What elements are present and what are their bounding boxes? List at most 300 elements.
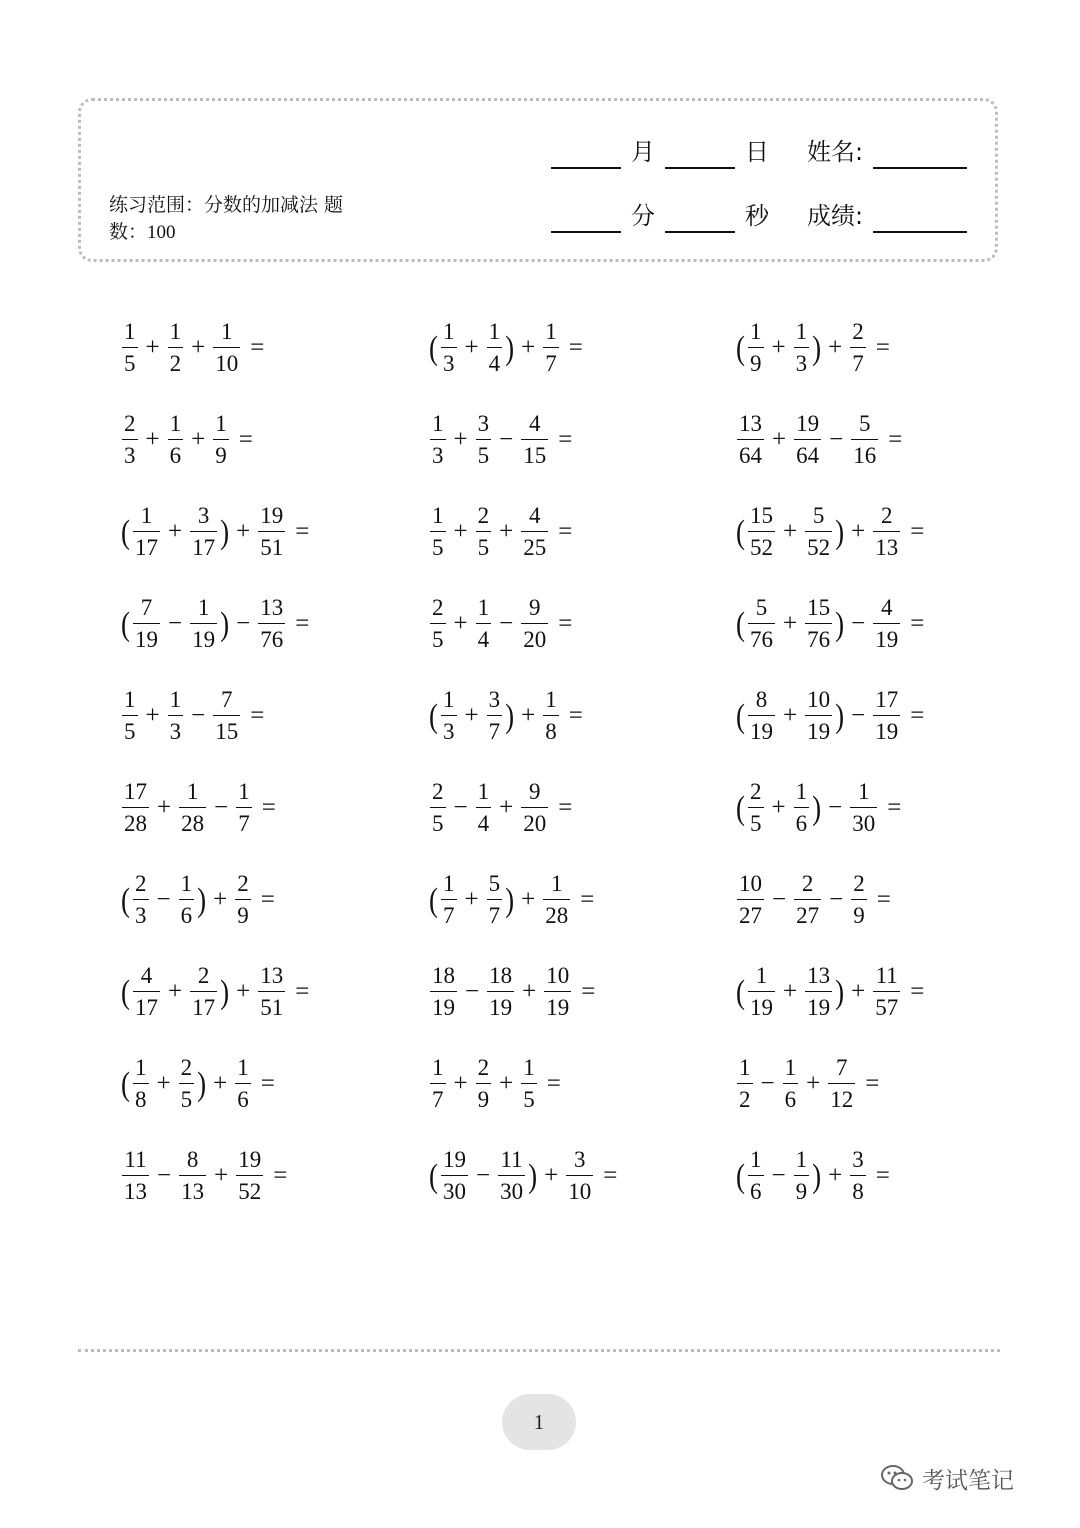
fraction	[476, 595, 492, 654]
denominator: 20	[523, 811, 547, 837]
fraction	[213, 319, 240, 378]
fraction	[748, 779, 764, 838]
fraction-bar	[805, 991, 832, 993]
numerator: 10	[739, 870, 762, 896]
operator: +	[213, 1070, 228, 1097]
operator: +	[145, 702, 160, 729]
numerator: 1	[124, 318, 136, 344]
numerator: 1	[220, 318, 233, 344]
fraction-bar	[190, 991, 217, 993]
numerator: 10	[546, 962, 570, 988]
denominator: 6	[237, 1087, 249, 1113]
operator: +	[521, 334, 536, 361]
numerator: 1	[545, 318, 557, 344]
fraction-bar	[235, 1083, 251, 1085]
fraction-bar	[794, 347, 810, 349]
denominator: 3	[169, 719, 182, 745]
numerator: 2	[880, 502, 893, 528]
operator: +	[145, 334, 160, 361]
denominator: 76	[807, 627, 831, 653]
denominator: 6	[795, 811, 808, 837]
score-blank[interactable]	[873, 231, 967, 233]
fraction-bar	[430, 807, 446, 809]
fraction	[122, 1147, 149, 1206]
fraction-bar	[498, 1175, 525, 1177]
fraction	[850, 319, 866, 378]
fraction	[133, 595, 160, 654]
fraction	[737, 871, 764, 930]
day-blank[interactable]	[665, 167, 735, 169]
fraction	[235, 871, 251, 930]
denominator: 28	[124, 811, 147, 837]
problem-21	[735, 870, 891, 930]
numerator: 10	[807, 686, 831, 712]
denominator: 19	[875, 719, 899, 745]
parenthesis: )	[812, 328, 822, 367]
problem-20	[428, 870, 594, 930]
denominator: 8	[545, 719, 557, 745]
operator: +	[783, 702, 798, 729]
numerator: 5	[755, 594, 768, 620]
equals-sign: =	[238, 426, 253, 453]
fraction-bar	[179, 899, 195, 901]
denominator: 7	[432, 1087, 444, 1113]
equals-sign: =	[250, 702, 265, 729]
fraction-bar	[851, 899, 867, 901]
fraction-bar	[543, 347, 559, 349]
fraction	[805, 687, 832, 746]
operator: +	[499, 1070, 514, 1097]
fraction	[487, 963, 514, 1022]
fraction-bar	[850, 1175, 866, 1177]
denominator: 9	[215, 443, 227, 469]
numerator: 19	[238, 1146, 262, 1172]
numerator: 1	[432, 502, 444, 528]
equals-sign: =	[865, 1070, 880, 1097]
fraction	[748, 319, 764, 378]
equals-sign: =	[261, 794, 276, 821]
fraction	[794, 871, 821, 930]
fraction	[521, 595, 548, 654]
fraction	[430, 595, 446, 654]
fraction-bar	[258, 991, 285, 993]
fraction-bar	[748, 807, 764, 809]
denominator: 30	[500, 1179, 524, 1205]
numerator: 11	[124, 1146, 147, 1172]
denominator: 10	[568, 1179, 592, 1205]
numerator: 4	[528, 410, 541, 436]
numerator: 17	[124, 778, 147, 804]
numerator: 8	[186, 1146, 199, 1172]
numerator: 13	[260, 594, 284, 620]
equals-sign: =	[558, 426, 573, 453]
fraction-bar	[476, 807, 492, 809]
fraction	[748, 1147, 764, 1206]
operator: +	[236, 518, 251, 545]
fraction	[543, 687, 559, 746]
problem-24	[735, 962, 924, 1022]
fraction-bar	[873, 623, 900, 625]
denominator: 52	[750, 535, 773, 561]
fraction	[476, 411, 492, 470]
fraction	[850, 779, 877, 838]
parenthesis: (	[121, 604, 130, 643]
equals-sign: =	[580, 886, 595, 913]
numerator: 3	[573, 1146, 586, 1172]
fraction-bar	[476, 1083, 492, 1085]
fraction-bar	[851, 439, 878, 441]
numerator: 19	[443, 1146, 466, 1172]
fraction	[122, 319, 138, 378]
numerator: 2	[180, 1054, 193, 1080]
parenthesis: )	[835, 696, 845, 735]
equals-sign: =	[295, 610, 310, 637]
watermark	[880, 1458, 1014, 1498]
parenthesis: (	[736, 604, 745, 643]
second-blank[interactable]	[665, 231, 735, 233]
denominator: 5	[432, 627, 444, 653]
fraction	[851, 411, 878, 470]
numerator: 2	[853, 870, 865, 896]
operator: +	[783, 518, 798, 545]
fraction-bar	[258, 623, 285, 625]
name-blank[interactable]	[873, 167, 967, 169]
fraction	[430, 503, 446, 562]
time-score-row	[551, 199, 1001, 239]
operator: −	[499, 610, 514, 637]
equals-sign: =	[581, 978, 596, 1005]
fraction-bar	[430, 991, 457, 993]
fraction-bar	[487, 347, 503, 349]
operator: +	[544, 1162, 559, 1189]
denominator: 5	[750, 811, 762, 837]
fraction	[213, 687, 240, 746]
problem-9	[735, 502, 924, 562]
operator: +	[783, 978, 798, 1005]
fraction-bar	[521, 531, 548, 533]
denominator: 15	[215, 719, 239, 745]
denominator: 28	[181, 811, 205, 837]
fraction-bar	[544, 991, 571, 993]
fraction-bar	[737, 1083, 753, 1085]
numerator: 1	[755, 962, 768, 988]
fraction-bar	[794, 807, 810, 809]
fraction-bar	[430, 1083, 446, 1085]
fraction	[258, 595, 285, 654]
operator: +	[499, 794, 514, 821]
operator: +	[157, 794, 172, 821]
fraction	[122, 779, 149, 838]
equals-sign: =	[558, 518, 573, 545]
numerator: 1	[169, 318, 182, 344]
fraction	[441, 1147, 468, 1206]
fraction	[521, 779, 548, 838]
denominator: 19	[807, 995, 831, 1021]
numerator: 11	[875, 962, 898, 988]
fraction-bar	[521, 1083, 537, 1085]
fraction-bar	[748, 1175, 764, 1177]
parenthesis: (	[736, 696, 745, 735]
problem-4	[120, 410, 253, 470]
operator: −	[771, 1162, 786, 1189]
numerator: 1	[857, 778, 870, 804]
fraction	[794, 319, 810, 378]
fraction	[179, 1147, 206, 1206]
fraction-bar	[748, 347, 764, 349]
problem-30	[735, 1146, 890, 1206]
operator: +	[453, 518, 468, 545]
watermark-text: 考试笔记	[922, 1467, 1014, 1494]
problem-8	[428, 502, 572, 562]
numerator: 1	[135, 1054, 147, 1080]
fraction-bar	[430, 623, 446, 625]
numerator: 1	[237, 1054, 249, 1080]
fraction	[441, 871, 457, 930]
denominator: 13	[875, 535, 899, 561]
numerator: 2	[801, 870, 814, 896]
minute-label: 分	[631, 202, 655, 230]
numerator: 8	[755, 686, 768, 712]
worksheet-header	[78, 98, 998, 262]
fraction-bar	[441, 347, 457, 349]
fraction	[213, 411, 229, 470]
practice-range-line2: 数：100	[109, 222, 176, 243]
operator: +	[464, 886, 479, 913]
numerator: 2	[237, 870, 249, 896]
equals-sign: =	[603, 1162, 618, 1189]
denominator: 19	[546, 995, 570, 1021]
fraction-bar	[476, 623, 492, 625]
fraction	[236, 779, 252, 838]
parenthesis: )	[220, 972, 230, 1011]
operator: −	[851, 610, 866, 637]
operator: +	[464, 334, 479, 361]
fraction-bar	[805, 531, 832, 533]
denominator: 4	[477, 627, 490, 653]
fraction	[805, 595, 832, 654]
numerator: 2	[432, 778, 444, 804]
fraction-bar	[794, 899, 821, 901]
parenthesis: )	[835, 512, 845, 551]
fraction-bar	[133, 1083, 149, 1085]
operator: +	[521, 886, 536, 913]
numerator: 1	[432, 1054, 444, 1080]
denominator: 6	[750, 1179, 762, 1205]
fraction-bar	[737, 899, 764, 901]
problem-14	[428, 686, 583, 746]
denominator: 52	[238, 1179, 262, 1205]
operator: +	[464, 702, 479, 729]
fraction	[873, 963, 900, 1022]
operator: +	[145, 426, 160, 453]
denominator: 9	[477, 1087, 490, 1113]
denominator: 51	[260, 995, 284, 1021]
numerator: 1	[215, 410, 227, 436]
numerator: 4	[528, 502, 541, 528]
problem-18	[735, 778, 901, 838]
numerator: 1	[169, 686, 182, 712]
fraction-bar	[213, 715, 240, 717]
operator: +	[851, 978, 866, 1005]
fraction	[476, 503, 492, 562]
denominator: 7	[443, 903, 455, 929]
denominator: 3	[124, 443, 136, 469]
denominator: 5	[124, 719, 136, 745]
numerator: 1	[550, 870, 563, 896]
denominator: 3	[795, 351, 808, 377]
denominator: 5	[477, 443, 490, 469]
problem-13	[120, 686, 264, 746]
denominator: 20	[523, 627, 547, 653]
numerator: 2	[477, 502, 490, 528]
denominator: 51	[260, 535, 284, 561]
denominator: 9	[237, 903, 249, 929]
denominator: 19	[135, 627, 158, 653]
parenthesis: (	[736, 788, 745, 827]
equals-sign: =	[875, 334, 890, 361]
problem-6	[735, 410, 902, 470]
numerator: 19	[260, 502, 284, 528]
fraction-bar	[441, 899, 457, 901]
equals-sign: =	[260, 886, 275, 913]
fraction	[748, 963, 775, 1022]
numerator: 17	[875, 686, 899, 712]
numerator: 15	[750, 502, 773, 528]
operator: +	[772, 426, 787, 453]
fraction	[794, 411, 821, 470]
problem-17	[428, 778, 572, 838]
operator: −	[236, 610, 251, 637]
score-label: 成绩:	[807, 202, 864, 230]
parenthesis: )	[197, 1064, 207, 1103]
problem-28	[120, 1146, 287, 1206]
fraction	[794, 1147, 810, 1206]
fraction	[430, 779, 446, 838]
numerator: 7	[835, 1054, 848, 1080]
numerator: 11	[500, 1146, 523, 1172]
fraction-bar	[748, 623, 775, 625]
fraction-bar	[430, 439, 446, 441]
numerator: 2	[135, 870, 147, 896]
numerator: 9	[528, 594, 541, 620]
practice-range-line1: 练习范围：分数的加减法 题	[109, 194, 344, 216]
problem-25	[120, 1054, 275, 1114]
fraction	[441, 687, 457, 746]
denominator: 5	[180, 1087, 193, 1113]
fraction	[133, 871, 149, 930]
denominator: 76	[260, 627, 284, 653]
fraction-bar	[258, 531, 285, 533]
operator: +	[499, 518, 514, 545]
operator: +	[236, 978, 251, 1005]
operator: +	[851, 518, 866, 545]
second-label: 秒	[745, 202, 769, 230]
numerator: 2	[124, 410, 136, 436]
denominator: 30	[852, 811, 876, 837]
operator: −	[156, 886, 171, 913]
fraction	[236, 1147, 263, 1206]
fraction	[873, 503, 900, 562]
parenthesis: )	[835, 972, 845, 1011]
fraction-bar	[168, 715, 184, 717]
fraction	[873, 687, 900, 746]
fraction-bar	[179, 807, 206, 809]
fraction-bar	[794, 1175, 810, 1177]
numerator: 1	[186, 778, 199, 804]
month-blank[interactable]	[551, 167, 621, 169]
fraction	[430, 1055, 446, 1114]
problem-19	[120, 870, 275, 930]
fraction-bar	[748, 715, 775, 717]
denominator: 3	[135, 903, 147, 929]
denominator: 52	[807, 535, 831, 561]
operator: −	[465, 978, 480, 1005]
denominator: 17	[192, 995, 216, 1021]
fraction	[783, 1055, 799, 1114]
numerator: 1	[443, 686, 455, 712]
operator: +	[168, 518, 183, 545]
operator: +	[453, 1070, 468, 1097]
fraction-bar	[133, 623, 160, 625]
fraction-bar	[190, 623, 217, 625]
numerator: 5	[488, 870, 501, 896]
denominator: 30	[443, 1179, 466, 1205]
fraction-bar	[748, 531, 775, 533]
fraction	[748, 595, 775, 654]
fraction	[179, 779, 206, 838]
denominator: 64	[796, 443, 820, 469]
denominator: 9	[795, 1179, 808, 1205]
numerator: 7	[140, 594, 153, 620]
fraction-bar	[122, 347, 138, 349]
parenthesis: (	[736, 972, 745, 1011]
numerator: 1	[169, 410, 182, 436]
fraction	[521, 503, 548, 562]
operator: +	[806, 1070, 821, 1097]
denominator: 6	[784, 1087, 797, 1113]
fraction-bar	[873, 531, 900, 533]
fraction-bar	[441, 715, 457, 717]
problem-5	[428, 410, 572, 470]
denominator: 17	[135, 535, 158, 561]
denominator: 25	[523, 535, 547, 561]
numerator: 3	[197, 502, 210, 528]
fraction-bar	[850, 807, 877, 809]
minute-blank[interactable]	[551, 231, 621, 233]
denominator: 7	[852, 351, 864, 377]
fraction-bar	[748, 991, 775, 993]
numerator: 7	[220, 686, 233, 712]
fraction	[828, 1055, 855, 1114]
numerator: 1	[238, 778, 250, 804]
numerator: 5	[858, 410, 871, 436]
numerator: 13	[260, 962, 284, 988]
fraction-bar	[521, 439, 548, 441]
fraction-bar	[737, 439, 764, 441]
numerator: 9	[528, 778, 541, 804]
problem-3	[735, 318, 890, 378]
numerator: 1	[140, 502, 153, 528]
fraction-bar	[133, 531, 160, 533]
parenthesis: )	[220, 604, 230, 643]
numerator: 1	[795, 318, 808, 344]
numerator: 1	[443, 318, 455, 344]
problem-15	[735, 686, 924, 746]
numerator: 2	[432, 594, 444, 620]
numerator: 4	[140, 962, 153, 988]
parenthesis: (	[736, 512, 745, 551]
equals-sign: =	[910, 978, 925, 1005]
